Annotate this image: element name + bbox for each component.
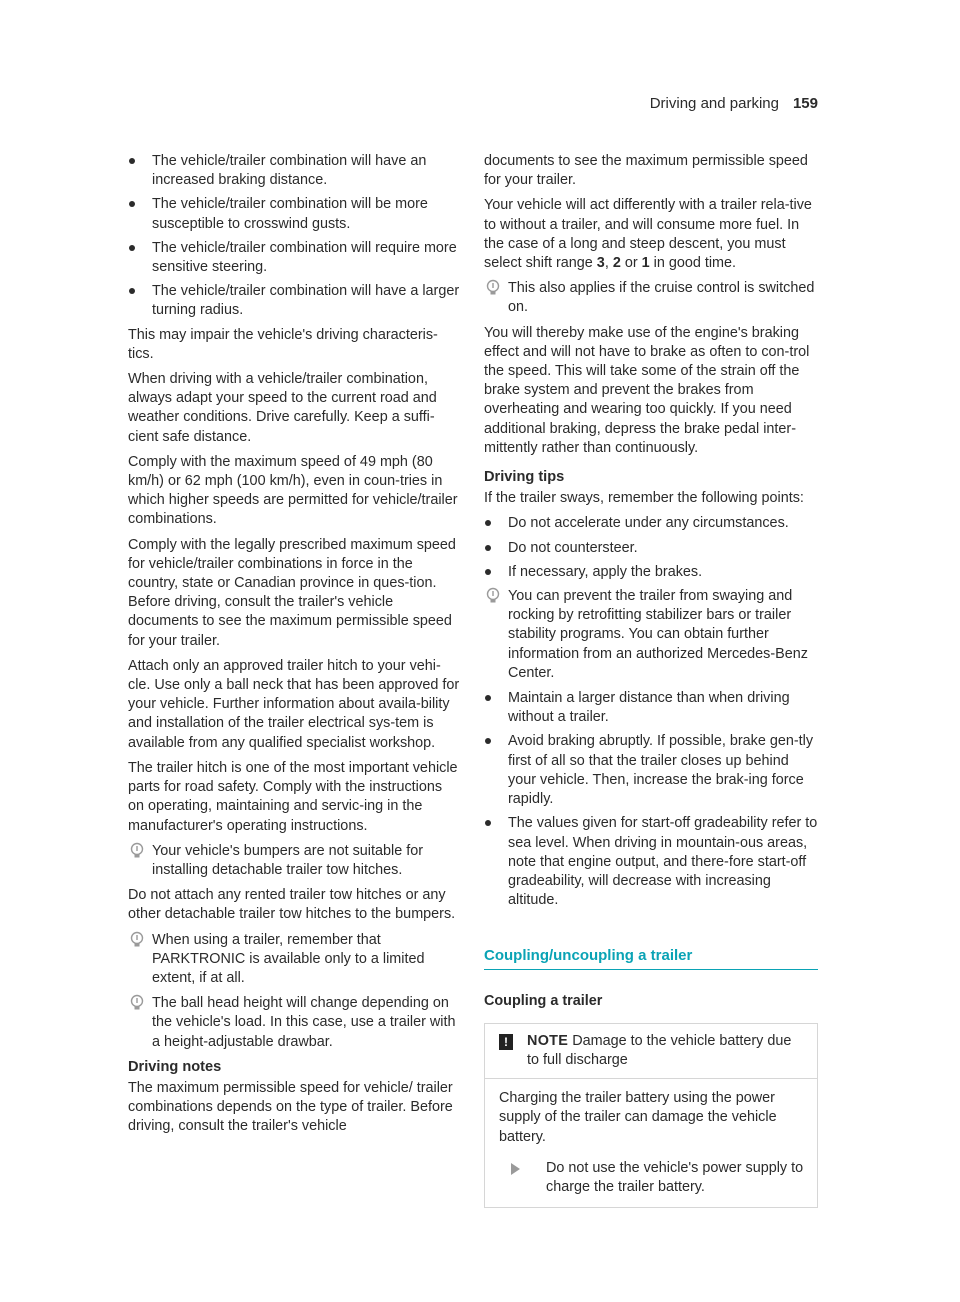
warning-icon: ! <box>499 1034 513 1050</box>
info-note: When using a trailer, remember that PARKTRONIC is available only to a limited extent, if at all. <box>128 931 460 989</box>
notice-header <box>485 1024 817 1079</box>
paragraph: This may impair the vehicle's driving characteris-tics. <box>128 326 438 362</box>
page-header <box>640 94 818 113</box>
bullet-icon <box>129 288 135 294</box>
section-heading: Driving notes <box>128 1058 222 1075</box>
step-arrow-icon <box>511 1163 530 1175</box>
list-item: Do not accelerate under any circumstances. <box>484 514 818 533</box>
paragraph: Your vehicle will act differently with a trailer rela-tive to without a trailer, and will consume more fuel. In the case of a long and steep descent, you must select shift range 3, 2 or 1 in good time. <box>484 197 812 272</box>
info-lightbulb-icon <box>128 931 146 949</box>
list-item: The vehicle/trailer combination will have an increased braking distance. <box>128 152 460 190</box>
info-lightbulb-icon <box>128 994 146 1012</box>
bullet-icon <box>485 695 491 701</box>
bullet-icon <box>129 201 135 207</box>
tips-list <box>484 689 818 910</box>
info-note: Your vehicle's bumpers are not suitable for installing detachable trailer tow hitches. <box>128 842 460 880</box>
info-lightbulb-icon <box>128 842 146 860</box>
paragraph: When driving with a vehicle/trailer combination, always adapt your speed to the current road and weather conditions. Drive carefully. Keep a suffi-cient safe distance. <box>128 371 437 445</box>
right-column <box>484 152 818 1208</box>
bullet-icon <box>485 545 491 551</box>
bullet-icon <box>485 520 491 526</box>
sway-list <box>484 514 818 582</box>
paragraph: Comply with the maximum speed of 49 mph (80 km/h) or 62 mph (100 km/h), even in coun-tries in which higher speeds are permitted for vehicle/trailer combinations. <box>128 453 458 528</box>
page-number: 159 <box>792 95 818 112</box>
paragraph: Comply with the legally prescribed maximum speed for vehicle/trailer combinations in force in the country, state or Canadian province in ques-tion. Before driving, consult the trailer's vehicle documents to see the maximum permissible speed for your trailer. <box>128 536 456 649</box>
bullet-icon <box>485 738 491 744</box>
trailer-effects-list <box>128 152 460 321</box>
notice-text: Charging the trailer battery using the power supply of the trailer can damage the vehicle battery. <box>499 1090 777 1145</box>
list-item: The vehicle/trailer combination will require more sensitive steering. <box>128 239 460 277</box>
list-item: Do not countersteer. <box>484 539 818 558</box>
list-item: The vehicle/trailer combination will have a larger turning radius. <box>128 282 460 320</box>
list-item: The vehicle/trailer combination will be more susceptible to crosswind gusts. <box>128 195 460 233</box>
paragraph: If the trailer sways, remember the following points: <box>484 490 804 507</box>
notice-box <box>484 1023 818 1208</box>
paragraph: The trailer hitch is one of the most important vehicle parts for road safety. Comply with the instructions on operating, maintaining and servic-ing in the manufacturer's operating instructions. <box>128 759 458 834</box>
left-column <box>128 152 460 1143</box>
list-item: The values given for start-off gradeability refer to sea level. When driving in mountain-ous areas, note that engine output, and there-fore start-off gradeability, will decrease with increasing altitude. <box>484 814 818 910</box>
paragraph: Attach only an approved trailer hitch to your vehi-cle. Use only a ball neck that has been approved for your vehicle. Further information about availa-bility and installation of the trailer electrical sys-tem is available from any qualified specialist workshop. <box>128 657 460 751</box>
paragraph: Do not attach any rented trailer tow hitches or any other detachable trailer tow hitches to the bumpers. <box>128 887 456 923</box>
info-lightbulb-icon <box>484 279 502 297</box>
section-heading: Driving tips <box>484 469 565 486</box>
subheading: Coupling a trailer <box>484 992 603 1009</box>
info-lightbulb-icon <box>484 587 502 605</box>
paragraph: You will thereby make use of the engine's braking effect and will not have to brake as often to con-trol the speed. This will take some of the strain off the brake system and prevent the brakes from overheating and wearing too quickly. If you need additional braking, depress the brake pedal inter-mittently rather than continuously. <box>484 324 810 456</box>
info-note: The ball head height will change depending on the vehicle's load. In this case, use a trailer with a height-adjustable drawbar. <box>128 994 460 1052</box>
notice-body <box>485 1079 817 1207</box>
list-item: Avoid braking abruptly. If possible, brake gen-tly first of all so that the trailer closes up behind your vehicle. Then, increase the brak-ing force rapidly. <box>484 732 818 809</box>
list-item: If necessary, apply the brakes. <box>484 563 818 582</box>
notice-title: Damage to the vehicle battery due to full discharge <box>527 1032 792 1068</box>
paragraph: The maximum permissible speed for vehicle/ trailer combinations depends on the type of trailer. Before driving, consult the trailer's vehicle <box>128 1079 453 1135</box>
section-title: Coupling/uncoupling a trailer <box>484 946 818 969</box>
bullet-icon <box>129 158 135 164</box>
notice-step: Do not use the vehicle's power supply to charge the trailer battery. <box>499 1159 807 1197</box>
list-item: Maintain a larger distance than when driving without a trailer. <box>484 689 818 727</box>
bullet-icon <box>485 820 491 826</box>
bullet-icon <box>485 569 491 575</box>
bullet-icon <box>129 245 135 251</box>
info-note: You can prevent the trailer from swaying and rocking by retrofitting stabilizer bars or trailer stability programs. You can obtain further information from an authorized Mercedes-Benz Center. <box>484 587 818 683</box>
section-name: Driving and parking <box>649 95 779 112</box>
paragraph: documents to see the maximum permissible speed for your trailer. <box>484 153 808 189</box>
info-note: This also applies if the cruise control is switched on. <box>484 279 818 317</box>
notice-label: NOTE <box>527 1032 569 1049</box>
